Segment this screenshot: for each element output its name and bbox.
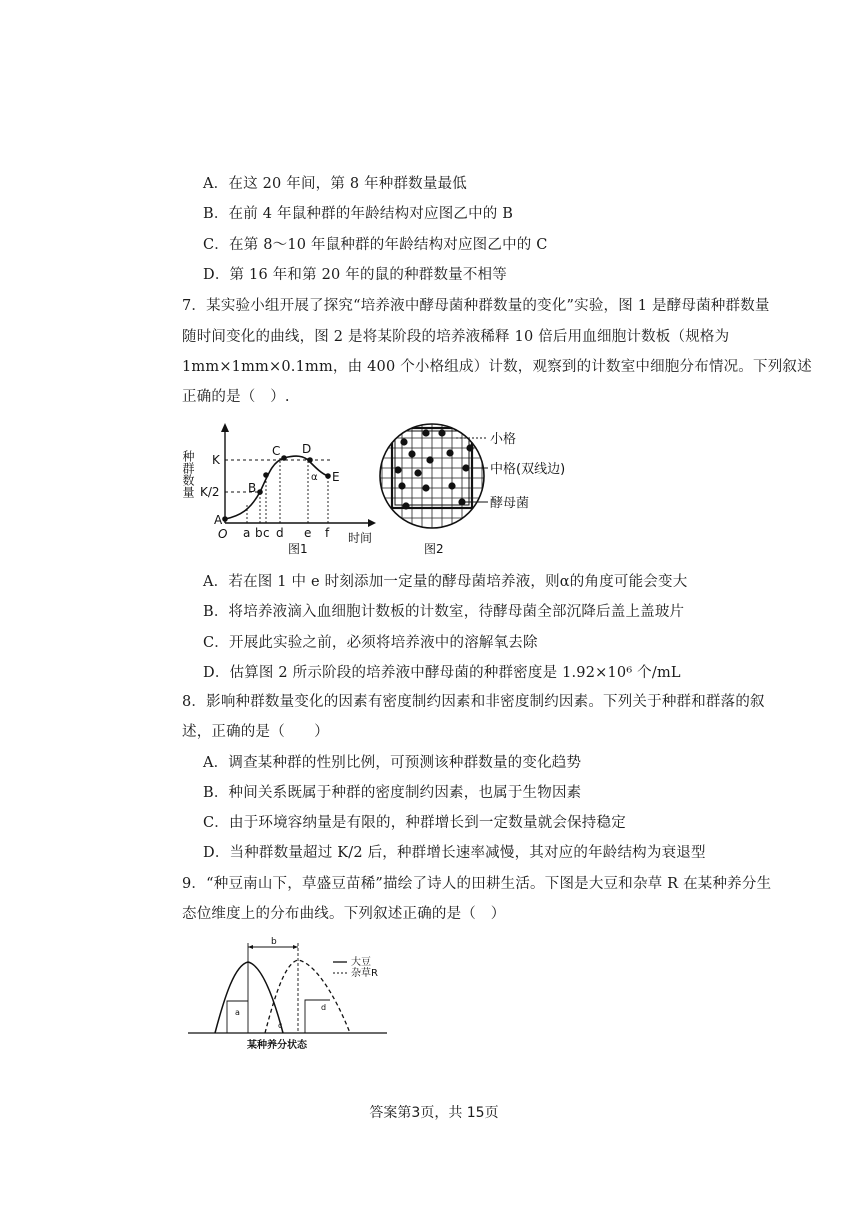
point-e: E bbox=[332, 470, 340, 484]
x-axis-label: 某种养分状态 bbox=[247, 1040, 307, 1051]
q6-option-c: C．在第 8～10 年鼠种群的年龄结构对应图乙中的 C bbox=[203, 237, 548, 253]
q8-option-c: C．由于环境容纳量是有限的，种群增长到一定数量就会保持稳定 bbox=[203, 815, 626, 831]
tick-b: b bbox=[255, 526, 263, 540]
point-b: B bbox=[248, 481, 257, 495]
q9-stem-line-2: 态位维度上的分布曲线。下列叙述正确的是（ ） bbox=[182, 906, 506, 922]
soybean-curve bbox=[215, 962, 283, 1033]
q7-option-d: D．估算图 2 所示阶段的培养液中酵母菌的种群密度是 1.92×10⁶ 个/mL bbox=[203, 665, 681, 681]
q9-stem-line-1: 9．“种豆南山下，草盛豆苗稀”描绘了诗人的田耕生活。下图是大豆和杂草 R 在某种养分生 bbox=[182, 876, 772, 892]
point-a: A bbox=[214, 513, 223, 527]
point-c: C bbox=[272, 444, 281, 458]
label-a: a bbox=[235, 1008, 240, 1017]
tick-k: K bbox=[212, 453, 220, 467]
q7-stem-line-4: 正确的是（ ）. bbox=[182, 389, 290, 405]
tick-a: a bbox=[243, 526, 251, 540]
q8-stem-line-2: 述，正确的是（ ） bbox=[182, 724, 329, 740]
q7-stem-line-1: 7．某实验小组开展了探究“培养液中酵母菌种群数量的变化”实验，图 1 是酵母菌种群数量 bbox=[182, 298, 770, 314]
label-medium-square: 中格(双线边) bbox=[490, 462, 566, 477]
y-axis-label: 种群数量 bbox=[181, 450, 195, 498]
label-c: c bbox=[278, 1021, 283, 1030]
label-d: d bbox=[321, 1003, 327, 1012]
q9-niche-figure bbox=[185, 935, 395, 1055]
q7-option-b: B．将培养液滴入血细胞计数板的计数室，待酵母菌全部沉降后盖上盖玻片 bbox=[203, 604, 685, 620]
point-d: D bbox=[302, 442, 312, 456]
q7-option-c: C．开展此实验之前，必须将培养液中的溶解氧去除 bbox=[203, 635, 538, 651]
figure-1-caption: 图1 bbox=[288, 542, 308, 556]
q8-option-a: A．调查某种群的性别比例，可预测该种群数量的变化趋势 bbox=[203, 755, 582, 771]
q7-figure-2 bbox=[372, 418, 582, 560]
q6-option-d: D．第 16 年和第 20 年的鼠的种群数量不相等 bbox=[203, 267, 507, 283]
tick-half-k: K/2 bbox=[200, 485, 220, 499]
tick-f: f bbox=[325, 526, 330, 540]
alpha-angle: α bbox=[311, 472, 318, 483]
label-b: b bbox=[271, 937, 277, 947]
legend-soybean: 大豆 bbox=[351, 957, 371, 968]
page-footer: 答案第3页，共 15页 bbox=[369, 1105, 499, 1121]
q6-option-b: B．在前 4 年鼠种群的年龄结构对应图乙中的 B bbox=[203, 206, 514, 222]
x-axis-label: 时间 bbox=[348, 531, 373, 545]
population-curve bbox=[225, 456, 328, 519]
q8-stem-line-1: 8．影响种群数量变化的因素有密度制约因素和非密度制约因素。下列关于种群和群落的叙 bbox=[182, 694, 765, 710]
q7-stem-line-2: 随时间变化的曲线，图 2 是将某阶段的培养液稀释 10 倍后用血细胞计数板（规格为 bbox=[182, 329, 730, 345]
legend-weed: 杂草R bbox=[351, 968, 378, 979]
q8-option-d: D．当种群数量超过 K/2 后，种群增长速率减慢，其对应的年龄结构为衰退型 bbox=[203, 845, 706, 861]
tick-c: c bbox=[263, 526, 270, 540]
tick-d: d bbox=[276, 526, 284, 540]
q6-option-a: A．在这 20 年间，第 8 年种群数量最低 bbox=[203, 176, 467, 192]
q7-stem-line-3: 1mm×1mm×0.1mm，由 400 个小格组成）计数，观察到的计数室中细胞分布情况。下列叙述 bbox=[182, 359, 812, 375]
label-small-square: 小格 bbox=[490, 432, 517, 447]
q7-figure-1 bbox=[180, 420, 380, 560]
y-axis-arrow bbox=[221, 423, 229, 432]
label-yeast: 酵母菌 bbox=[490, 496, 530, 511]
origin-label: O bbox=[218, 527, 228, 541]
tick-e: e bbox=[304, 526, 312, 540]
q7-option-a: A．若在图 1 中 e 时刻添加一定量的酵母菌培养液，则α的角度可能会变大 bbox=[203, 574, 688, 590]
q8-option-b: B．种间关系既属于种群的密度制约因素，也属于生物因素 bbox=[203, 785, 582, 801]
figure-2-caption: 图2 bbox=[424, 542, 444, 556]
